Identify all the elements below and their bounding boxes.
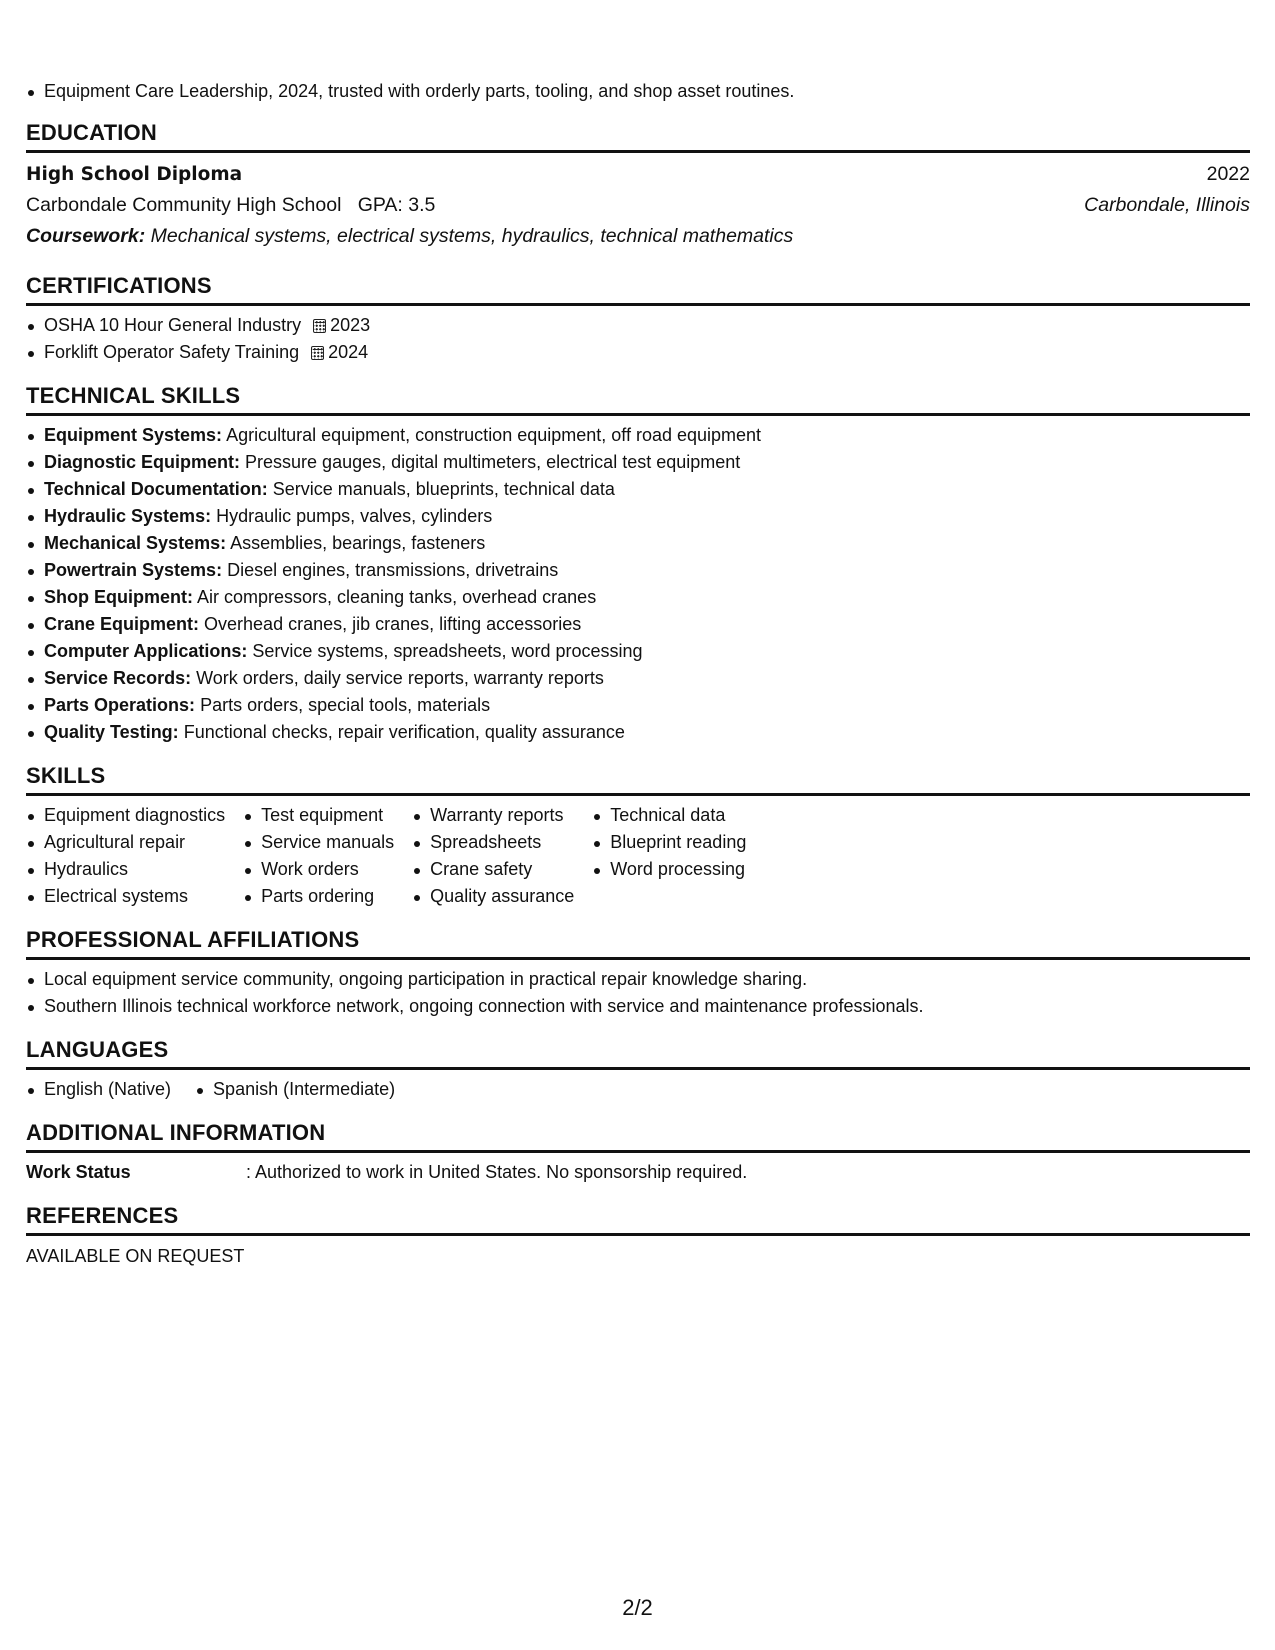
section-heading: ADDITIONAL INFORMATION <box>26 1119 1250 1153</box>
list-item <box>26 503 1250 530</box>
list-item <box>26 530 1250 557</box>
skill-text: Air compressors, cleaning tanks, overhead cranes <box>197 587 597 607</box>
work-status-value: : Authorized to work in United States. No sponsorship required. <box>246 1162 748 1182</box>
skills-column <box>412 802 574 910</box>
skill-text: Service manuals, blueprints, technical data <box>272 479 615 499</box>
affiliations-section <box>26 926 1250 1020</box>
skill-text: Overhead cranes, jib cranes, lifting accessories <box>204 614 582 634</box>
technical-skills-section <box>26 382 1250 746</box>
additional-info-section <box>26 1119 1250 1186</box>
skill-text: Assemblies, bearings, fasteners <box>230 533 486 553</box>
skills-columns <box>26 802 1250 910</box>
cert-name: Forklift Operator Safety Training <box>44 342 300 362</box>
list-item: Equipment Care Leadership, 2024, trusted with orderly parts, tooling, and shop asset routines. <box>26 78 1250 105</box>
section-heading: LANGUAGES <box>26 1036 1250 1070</box>
list-item <box>26 692 1250 719</box>
work-status-label: Work Status <box>26 1162 131 1182</box>
work-status-row <box>26 1159 1250 1186</box>
list-item: English (Native) <box>26 1076 171 1103</box>
cert-year: 2023 <box>330 315 371 335</box>
list-item: Blueprint reading <box>592 829 746 856</box>
references-text: AVAILABLE ON REQUEST <box>26 1246 245 1266</box>
degree-row <box>26 159 1250 190</box>
school-name: Carbondale Community High School <box>26 194 342 216</box>
section-heading: CERTIFICATIONS <box>26 272 1250 306</box>
list-item: Service manuals <box>243 829 394 856</box>
languages-list <box>26 1076 1250 1103</box>
skill-label: Mechanical Systems: <box>44 533 227 553</box>
list-item: Local equipment service community, ongoing participation in practical repair knowledge sharing. <box>26 966 1250 993</box>
gpa: GPA: 3.5 <box>357 194 436 216</box>
certifications-section <box>26 272 1250 366</box>
skill-text: Diesel engines, transmissions, drivetrains <box>227 560 559 580</box>
list-item <box>26 584 1250 611</box>
list-item <box>26 476 1250 503</box>
skill-text: Service systems, spreadsheets, word processing <box>252 641 643 661</box>
section-heading: PROFESSIONAL AFFILIATIONS <box>26 926 1250 960</box>
skill-label: Crane Equipment: <box>44 614 200 634</box>
list-item: Spanish (Intermediate) <box>195 1076 395 1103</box>
list-item: Electrical systems <box>26 883 225 910</box>
list-item <box>26 312 1250 339</box>
school-location: Carbondale, Illinois <box>1084 194 1250 216</box>
skill-label: Service Records: <box>44 668 192 688</box>
list-item: Equipment diagnostics <box>26 802 225 829</box>
technical-skills-list <box>26 422 1250 746</box>
list-item: Hydraulics <box>26 856 225 883</box>
skill-label: Powertrain Systems: <box>44 560 223 580</box>
skill-text: Work orders, daily service reports, warranty reports <box>196 668 604 688</box>
prior-list <box>26 78 1250 105</box>
certifications-list <box>26 312 1250 366</box>
page-number: 2/2 <box>622 1595 653 1620</box>
list-item: Agricultural repair <box>26 829 225 856</box>
education-section <box>26 119 1250 252</box>
skill-label: Equipment Systems: <box>44 425 223 445</box>
skill-label: Shop Equipment: <box>44 587 193 607</box>
skills-column <box>243 802 394 910</box>
skill-label: Hydraulic Systems: <box>44 506 212 526</box>
skills-section <box>26 762 1250 910</box>
list-item: Parts ordering <box>243 883 394 910</box>
coursework-label: Coursework: <box>26 225 146 247</box>
list-item <box>26 557 1250 584</box>
skill-text: Functional checks, repair verification, quality assurance <box>183 722 625 742</box>
skill-label: Technical Documentation: <box>44 479 268 499</box>
list-item <box>26 449 1250 476</box>
references-section <box>26 1202 1250 1270</box>
languages-section <box>26 1036 1250 1103</box>
cert-name: OSHA 10 Hour General Industry <box>44 315 302 335</box>
skill-label: Computer Applications: <box>44 641 248 661</box>
list-item: Work orders <box>243 856 394 883</box>
skill-text: Agricultural equipment, construction equipment, off road equipment <box>226 425 762 445</box>
calendar-icon <box>313 319 326 333</box>
skills-column <box>26 802 225 910</box>
section-heading: TECHNICAL SKILLS <box>26 382 1250 416</box>
resume-page <box>26 78 1250 1270</box>
skill-label: Parts Operations: <box>44 695 196 715</box>
list-item: Southern Illinois technical workforce network, ongoing connection with service and maintenance professionals. <box>26 993 1250 1020</box>
list-item: Technical data <box>592 802 746 829</box>
degree-year: 2022 <box>1206 163 1250 185</box>
coursework-text: Mechanical systems, electrical systems, hydraulics, technical mathematics <box>150 225 794 247</box>
section-heading: SKILLS <box>26 762 1250 796</box>
list-item: Warranty reports <box>412 802 574 829</box>
cert-year: 2024 <box>328 342 369 362</box>
list-item: Spreadsheets <box>412 829 574 856</box>
skill-label: Diagnostic Equipment: <box>44 452 241 472</box>
affiliations-list <box>26 966 1250 1020</box>
list-item: Crane safety <box>412 856 574 883</box>
section-heading: EDUCATION <box>26 119 1250 153</box>
coursework <box>26 221 1250 252</box>
list-item <box>26 422 1250 449</box>
skill-text: Parts orders, special tools, materials <box>200 695 491 715</box>
list-item <box>26 611 1250 638</box>
skills-column <box>592 802 746 910</box>
list-item: Test equipment <box>243 802 394 829</box>
section-heading: REFERENCES <box>26 1202 1250 1236</box>
list-item <box>26 665 1250 692</box>
school-row <box>26 190 1250 221</box>
list-item: Word processing <box>592 856 746 883</box>
list-item <box>26 638 1250 665</box>
calendar-icon <box>311 346 324 360</box>
degree-title: High School Diploma <box>26 164 243 185</box>
skill-text: Pressure gauges, digital multimeters, electrical test equipment <box>245 452 741 472</box>
school-info <box>26 190 435 221</box>
list-item <box>26 339 1250 366</box>
skill-label: Quality Testing: <box>44 722 179 742</box>
list-item <box>26 719 1250 746</box>
skill-text: Hydraulic pumps, valves, cylinders <box>216 506 493 526</box>
list-item: Quality assurance <box>412 883 574 910</box>
